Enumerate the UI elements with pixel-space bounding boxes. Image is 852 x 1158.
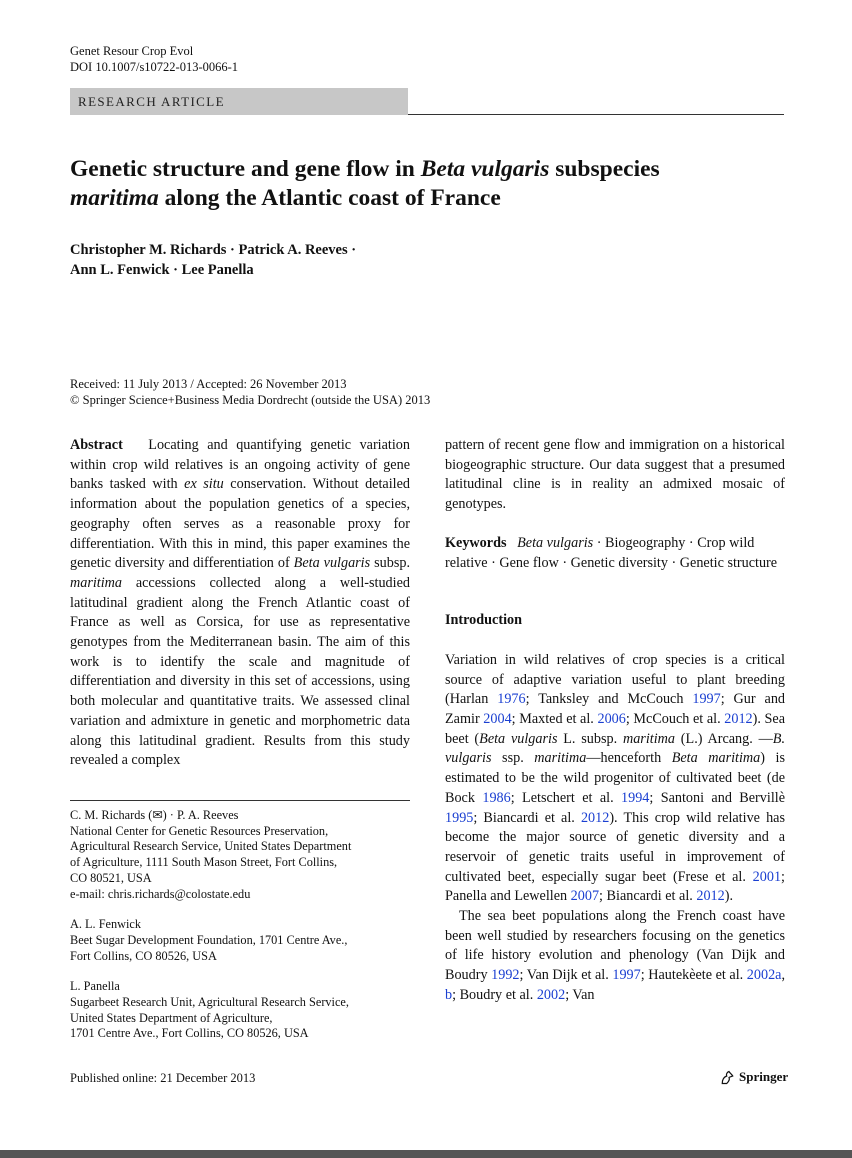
text-run: Variation in wild relatives of crop species is a critical source of adaptive variation useful to plant breeding (Harlan bbox=[445, 651, 785, 708]
affiliation-line: United States Department of Agriculture, bbox=[70, 1010, 273, 1025]
text-run: ssp. bbox=[491, 750, 535, 767]
doi: DOI 10.1007/s10722-013-0066-1 bbox=[70, 60, 239, 74]
text-run: ; Biancardi et al. bbox=[599, 888, 697, 905]
italic-term: maritima bbox=[534, 750, 587, 767]
affiliation-line: 1701 Centre Ave., Fort Collins, CO 80526, USA bbox=[70, 1026, 309, 1041]
citation-link[interactable]: 2002a bbox=[746, 967, 782, 984]
text-run: ; Panella and Lewellen bbox=[445, 868, 785, 905]
affiliation-block bbox=[70, 917, 410, 964]
journal-name: Genet Resour Crop Evol bbox=[70, 44, 194, 58]
affiliation-line: of Agriculture, 1111 South Mason Street, Fort Collins, bbox=[70, 855, 338, 870]
affiliation-line: e-mail: chris.richards@colostate.edu bbox=[70, 886, 251, 901]
affiliation-line: Agricultural Research Service, United States Department bbox=[70, 839, 352, 854]
affiliation-names: L. Panella bbox=[70, 979, 120, 994]
citation-link[interactable]: 2002 bbox=[536, 986, 566, 1003]
text-run: ; Hautekèete et al. bbox=[640, 967, 747, 984]
citation-link[interactable]: 2012 bbox=[724, 711, 753, 728]
introduction-paragraph-2 bbox=[445, 907, 785, 1006]
publisher-name: Springer bbox=[739, 1069, 789, 1084]
introduction-heading: Introduction bbox=[445, 612, 522, 629]
citation-link[interactable]: 2001 bbox=[752, 868, 782, 885]
footnote-rule bbox=[70, 800, 410, 801]
affiliation-line: Fort Collins, CO 80526, USA bbox=[70, 948, 217, 963]
affiliation-block bbox=[70, 808, 410, 902]
abstract-continued: pattern of recent gene flow and immigration on a historical biogeographic structure. Our data suggest that a presumed latitudinal cline is in reality an admixed mosaic of genotypes. bbox=[445, 437, 785, 513]
italic-term: Beta maritima bbox=[671, 750, 761, 767]
citation-link[interactable]: 2007 bbox=[570, 888, 600, 905]
affiliations bbox=[70, 808, 410, 1057]
text-run: ). This crop wild relative has become the major source of genetic diversity and a reservoir of genetic traits useful in improvement of cultivated beet, especially sugar beet (Frese et al. bbox=[445, 809, 785, 885]
citation-link[interactable]: b bbox=[445, 986, 453, 1003]
citation-link[interactable]: 1992 bbox=[491, 967, 520, 984]
text-run: The sea beet populations along the French coast have been well studied by researchers focusing on the genetics of life history evolution and phenology (Van Dijk and Boudry bbox=[445, 908, 785, 984]
article-type-banner: RESEARCH ARTICLE bbox=[70, 88, 408, 115]
citation-link[interactable]: 1994 bbox=[621, 789, 650, 806]
header-rule bbox=[408, 114, 784, 115]
text-run: ; Tanksley and McCouch bbox=[525, 691, 693, 708]
journal-header bbox=[70, 43, 238, 75]
text-run: L. subsp. bbox=[557, 730, 623, 747]
citation-link[interactable]: 2004 bbox=[483, 711, 512, 728]
citation-link[interactable]: 2012 bbox=[580, 809, 610, 826]
citation-link[interactable]: 2012 bbox=[696, 888, 725, 905]
italic-term: B. vulgaris bbox=[445, 730, 785, 767]
affiliation-block bbox=[70, 979, 410, 1042]
text-run: ; Van bbox=[565, 986, 595, 1003]
paper-title: Genetic structure and gene flow in Beta vulgaris subspecies maritima along the Atlantic coast of France bbox=[70, 156, 660, 211]
authors-line-1: Christopher M. Richards · Patrick A. Reeves · bbox=[70, 242, 357, 258]
text-run: , bbox=[781, 967, 786, 984]
text-run: (L.) Arcang. — bbox=[675, 730, 773, 747]
affiliation-line: National Center for Genetic Resources Preservation, bbox=[70, 823, 329, 838]
affiliation-names: A. L. Fenwick bbox=[70, 917, 142, 932]
text-run: ). Sea beet ( bbox=[445, 711, 786, 747]
viewer-bottom-bar bbox=[0, 1150, 852, 1158]
text-run: ; Letschert et al. bbox=[510, 789, 621, 806]
text-run: ; Gur and Zamir bbox=[445, 691, 786, 728]
affiliation-line: Sugarbeet Research Unit, Agricultural Research Service, bbox=[70, 995, 349, 1010]
text-run: ; Maxted et al. bbox=[511, 711, 598, 728]
citation-link[interactable]: 1997 bbox=[612, 967, 641, 984]
springer-horse-icon bbox=[720, 1070, 735, 1085]
text-run: ; Boudry et al. bbox=[452, 986, 537, 1003]
abstract-label: Abstract bbox=[70, 437, 123, 453]
citation-link[interactable]: 1997 bbox=[692, 691, 721, 708]
text-run: ; Biancardi et al. bbox=[473, 809, 581, 826]
citation-link[interactable]: 1976 bbox=[497, 691, 526, 708]
citation-link[interactable]: 1986 bbox=[482, 789, 511, 806]
keywords-label: Keywords bbox=[445, 534, 507, 551]
received-accepted: Received: 11 July 2013 / Accepted: 26 November 2013 bbox=[70, 377, 347, 391]
keywords: Keywords Beta vulgaris · Biogeography · Crop wild relative · Gene flow · Genetic diversity · Genetic structure bbox=[445, 534, 778, 571]
affiliation-line: CO 80521, USA bbox=[70, 870, 152, 885]
copyright: © Springer Science+Business Media Dordrecht (outside the USA) 2013 bbox=[70, 393, 431, 407]
text-run: ; Van Dijk et al. bbox=[519, 967, 613, 984]
affiliation-names: C. M. Richards (✉) · P. A. Reeves bbox=[70, 808, 239, 822]
publisher-logo bbox=[720, 1069, 788, 1085]
text-run: ) is estimated to be the wild progenitor of cultivated beet (de Bock bbox=[445, 750, 785, 806]
text-run: —henceforth bbox=[586, 750, 672, 767]
citation-link[interactable]: 2006 bbox=[597, 711, 626, 728]
citation-link[interactable]: 1995 bbox=[445, 809, 474, 826]
text-run: ). bbox=[724, 888, 734, 905]
affiliation-line: Beet Sugar Development Foundation, 1701 Centre Ave., bbox=[70, 932, 348, 947]
published-online: Published online: 21 December 2013 bbox=[70, 1071, 256, 1085]
right-column bbox=[445, 436, 785, 1006]
text-run: ; Santoni and Bervillè bbox=[649, 789, 786, 806]
italic-term: Beta vulgaris bbox=[479, 730, 558, 747]
dates bbox=[70, 376, 670, 408]
italic-term: maritima bbox=[622, 730, 675, 747]
introduction-paragraph-1 bbox=[445, 651, 785, 907]
text-run: ; McCouch et al. bbox=[625, 711, 725, 728]
authors-line-2: Ann L. Fenwick · Lee Panella bbox=[70, 262, 254, 278]
abstract: Abstract Locating and quantifying genetic variation within crop wild relatives is an ongoing activity of gene banks tasked with ex situ conservation. Without detailed information about the population genetics of a species, geography often serves as a reasonable proxy for differentiation. With this in mind, this paper examines the genetic diversity and differentiation of Beta vulgaris subsp. maritima accessions collected along a well-studied latitudinal gradient along the French Atlantic coast of France as well as Corsica, for use as representative genotypes from the Mediterranean basin. The aim of this work is to identify the scale and magnitude of differentiation and diversity in this set of accessions, using both molecular and quantitative traits. We assessed clinal variation and admixture in genetic and morphometric data along this latitudinal gradient. Results from this study revealed a complex bbox=[70, 437, 410, 769]
authors bbox=[70, 240, 570, 280]
